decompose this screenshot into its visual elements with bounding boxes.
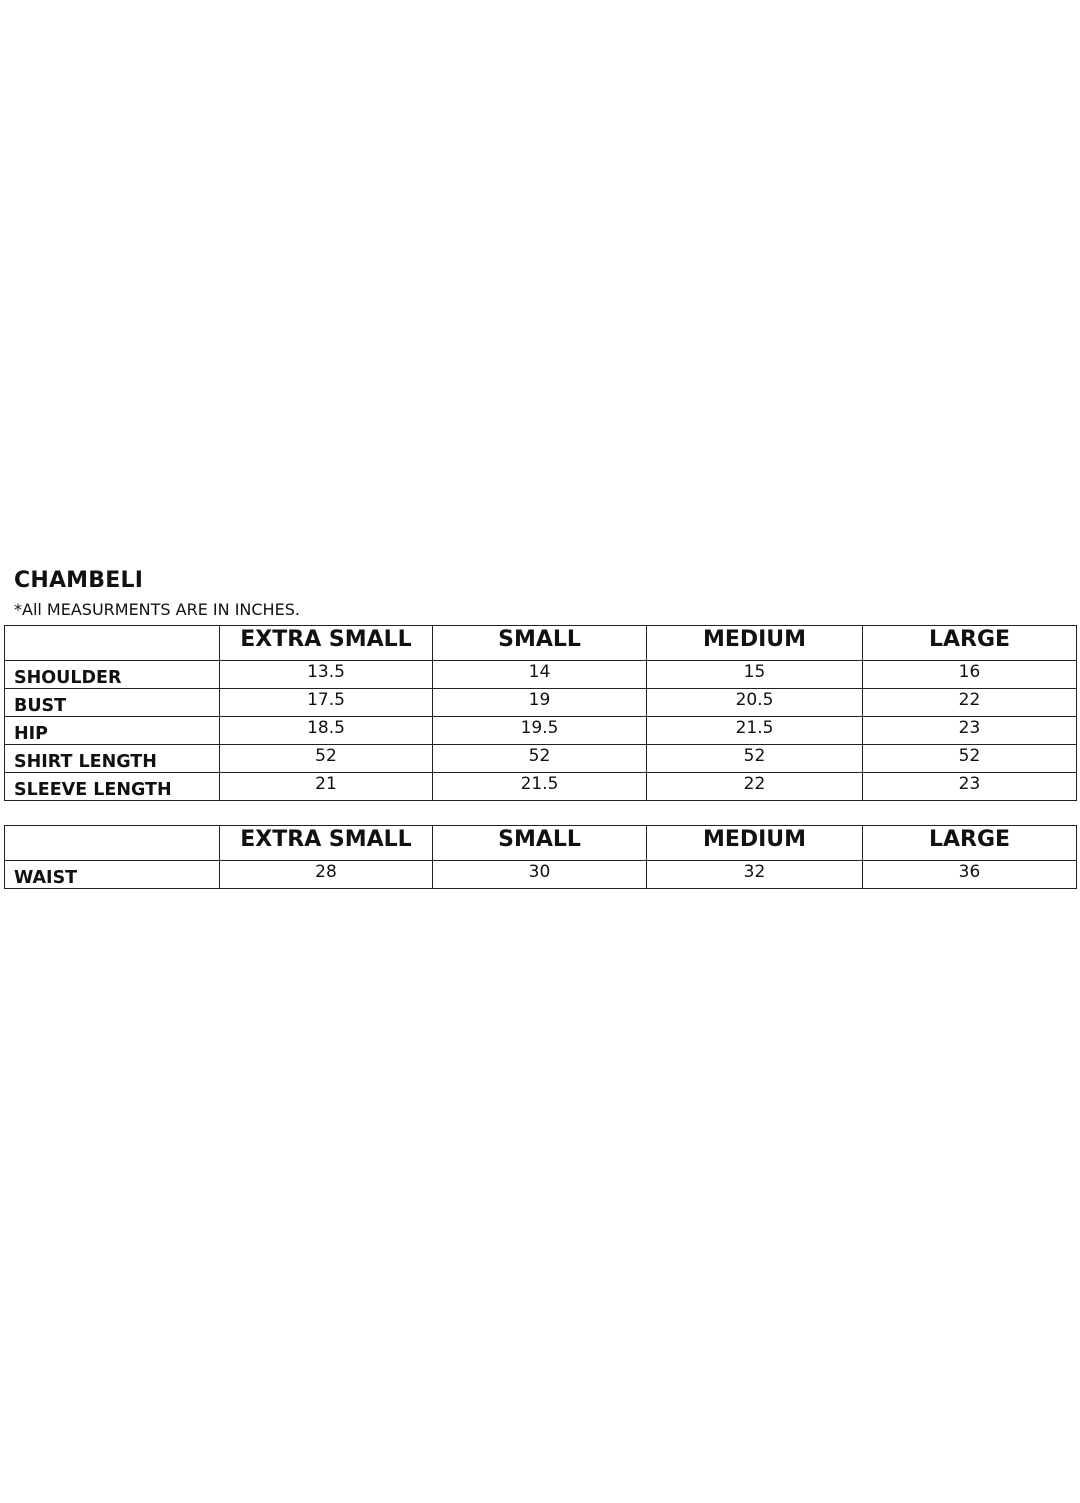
header-medium: MEDIUM xyxy=(647,626,863,661)
header-extra-small: EXTRA SMALL xyxy=(220,826,433,861)
size-chart-table-bottom xyxy=(4,825,1077,889)
table-row-waist xyxy=(5,861,1077,889)
cell-value: 13.5 xyxy=(220,661,433,689)
cell-value: 30 xyxy=(433,861,647,889)
cell-value: 52 xyxy=(863,745,1077,773)
cell-value: 19 xyxy=(433,689,647,717)
cell-value: 36 xyxy=(863,861,1077,889)
header-small: SMALL xyxy=(433,826,647,861)
cell-value: 22 xyxy=(647,773,863,801)
header-corner-cell xyxy=(5,826,220,861)
header-medium: MEDIUM xyxy=(647,826,863,861)
cell-value: 18.5 xyxy=(220,717,433,745)
chart-title: CHAMBELI xyxy=(14,568,144,593)
cell-value: 21.5 xyxy=(433,773,647,801)
measurement-note: *All MEASURMENTS ARE IN INCHES. xyxy=(14,600,300,619)
cell-value: 17.5 xyxy=(220,689,433,717)
header-extra-small: EXTRA SMALL xyxy=(220,626,433,661)
row-label: SHOULDER xyxy=(5,661,220,689)
cell-value: 15 xyxy=(647,661,863,689)
table-row-shirt-length xyxy=(5,745,1077,773)
row-label: HIP xyxy=(5,717,220,745)
table-row-sleeve-length xyxy=(5,773,1077,801)
cell-value: 52 xyxy=(647,745,863,773)
cell-value: 23 xyxy=(863,773,1077,801)
header-large: LARGE xyxy=(863,826,1077,861)
row-label: SHIRT LENGTH xyxy=(5,745,220,773)
cell-value: 21.5 xyxy=(647,717,863,745)
row-label: BUST xyxy=(5,689,220,717)
cell-value: 28 xyxy=(220,861,433,889)
table-row-bust xyxy=(5,689,1077,717)
header-corner-cell xyxy=(5,626,220,661)
table-header-row xyxy=(5,826,1077,861)
header-small: SMALL xyxy=(433,626,647,661)
row-label: WAIST xyxy=(5,861,220,889)
row-label: SLEEVE LENGTH xyxy=(5,773,220,801)
cell-value: 19.5 xyxy=(433,717,647,745)
cell-value: 14 xyxy=(433,661,647,689)
table-row-hip xyxy=(5,717,1077,745)
header-large: LARGE xyxy=(863,626,1077,661)
cell-value: 22 xyxy=(863,689,1077,717)
cell-value: 52 xyxy=(220,745,433,773)
table-row-shoulder xyxy=(5,661,1077,689)
cell-value: 32 xyxy=(647,861,863,889)
cell-value: 52 xyxy=(433,745,647,773)
size-chart-table-top xyxy=(4,625,1077,801)
table-header-row xyxy=(5,626,1077,661)
cell-value: 16 xyxy=(863,661,1077,689)
cell-value: 23 xyxy=(863,717,1077,745)
cell-value: 21 xyxy=(220,773,433,801)
cell-value: 20.5 xyxy=(647,689,863,717)
